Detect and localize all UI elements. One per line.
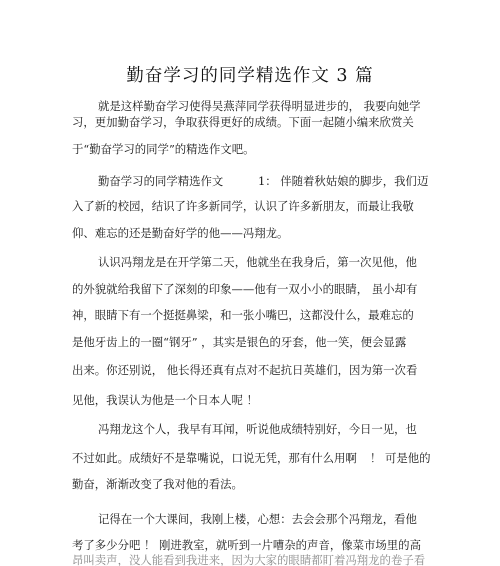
text-line: 习，更加勤奋学习，争取获得更好的成绩。下面一起随小编来欣赏关 <box>72 115 414 129</box>
text-line: 出来。你还别说， 他长得还真有点对不起抗日英雄们，因为第一次看 <box>72 363 418 377</box>
text-line: 认识冯翔龙是在开学第二天，他就坐在我身后，第一次见他，他 <box>98 255 417 269</box>
text-line: 入了新的校园，结识了许多新同学，认识了许多新朋友，而最让我敬 <box>72 199 414 213</box>
text-line: 冯翔龙这个人，我早有耳闻，听说他成绩特别好，今日一见，也 <box>98 422 417 436</box>
text-line: 见他，我误认为他是一个日本人呢 ！ <box>72 393 258 407</box>
text-line: 神，眼睛下有一个挺挺鼻梁，和一张小嘴巴，这都没什么，最难忘的 <box>72 308 414 322</box>
cropped-line-region <box>0 552 500 566</box>
text-line: ！ 可是他的 <box>370 451 431 465</box>
text-line: 就是这样勤奋学习使得吴燕萍同学获得明显进步的， 我要向她学 <box>98 99 421 113</box>
text-line: 勤奋，渐渐改变了我对他的看法。 <box>72 477 243 491</box>
text-line: 勤奋学习的同学精选作文 <box>98 174 224 188</box>
text-line: 不过如此。成绩好不是靠嘴说，口说无凭，那有什么用啊 <box>72 451 357 465</box>
text-line: 1： 伴随着秋姑娘的脚步，我们迈 <box>258 174 429 188</box>
text-line: 记得在一个大课间，我刚上楼，心想：去会会那个冯翔龙，看他 <box>98 512 417 526</box>
document-title: 勤奋学习的同学精选作文 3 篇 <box>126 66 374 86</box>
text-line: 仰、难忘的还是勤奋好学的他——冯翔龙。 <box>72 226 289 240</box>
text-line: 的外貌就给我留下了深刻的印象——他有一双小小的眼睛， 虽小却有 <box>72 282 418 296</box>
text-line: 考了多少分吧 ！ 刚进教室，就听到一片嘈杂的声音，像菜市场里的高 <box>72 538 421 552</box>
text-line: 昂叫卖声，没人能看到我进来，因为大家的眼睛都盯着冯翔龙的卷子看 <box>72 553 426 566</box>
text-line: 是他牙齿上的一圈“钢牙” ，其实是银色的牙套，他一笑，便会显露 <box>72 335 407 349</box>
text-line: 于“勤奋学习的同学”的精选作文吧。 <box>72 142 255 156</box>
